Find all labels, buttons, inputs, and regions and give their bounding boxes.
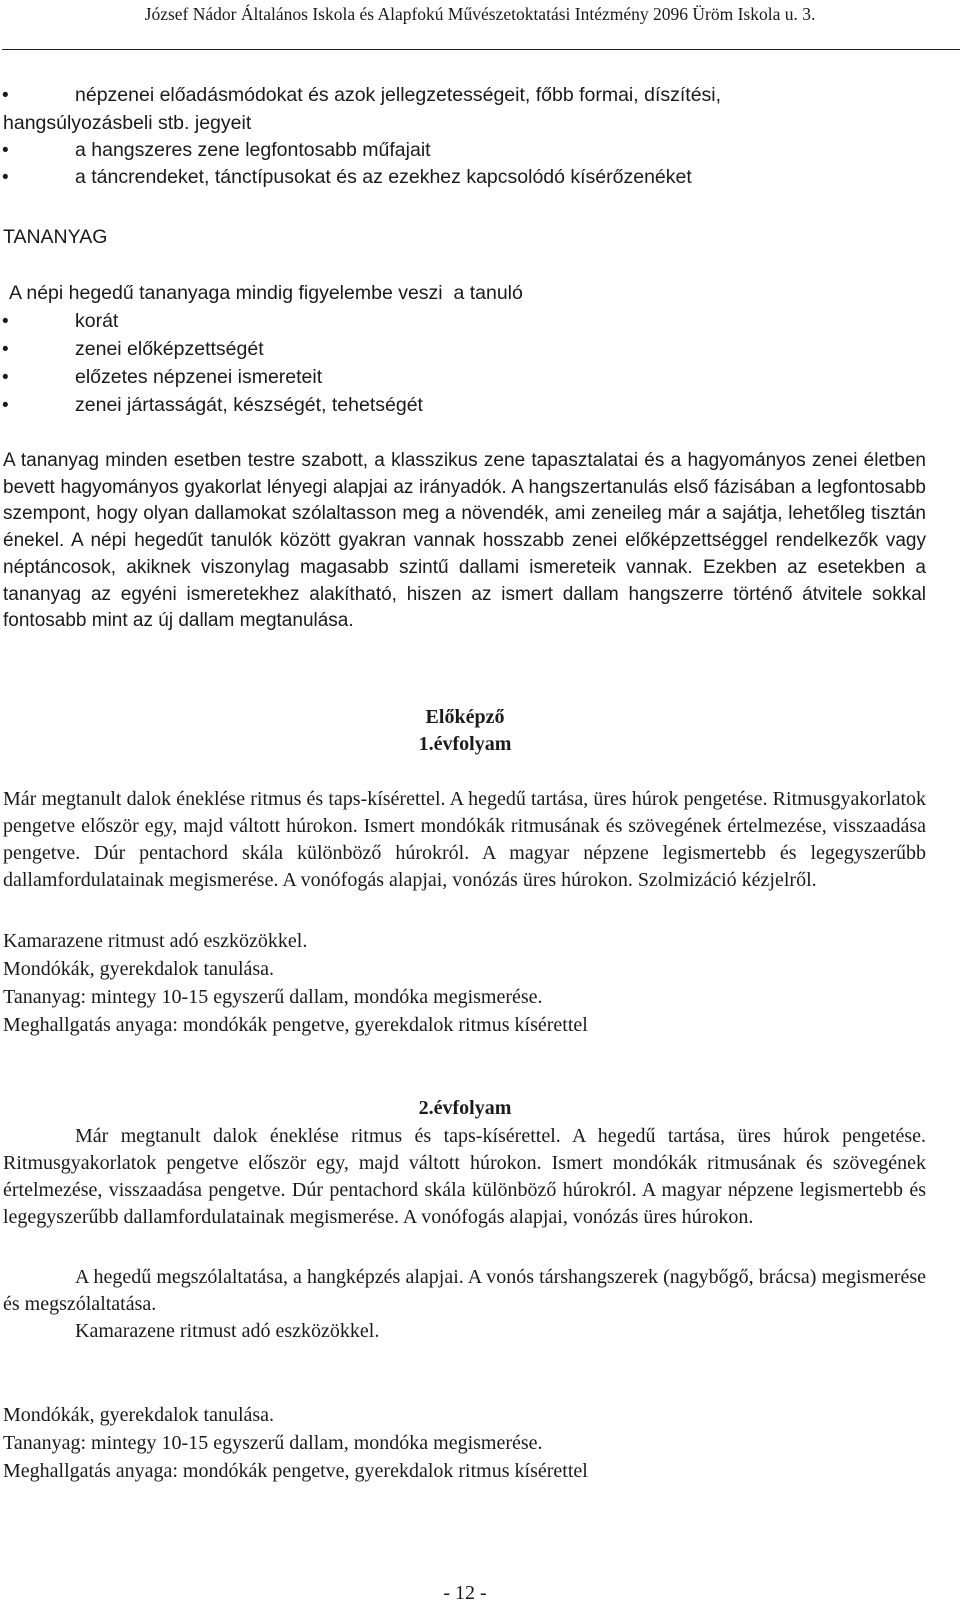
bullet-icon: • xyxy=(2,311,9,332)
bullet-icon: • xyxy=(2,167,9,188)
tananyag-lead: A népi hegedű tananyaga mindig figyelembe veszi a tanuló xyxy=(9,282,523,304)
year2-paragraph-2: A hegedű megszólaltatása, a hangképzés alapjai. A vonós társhangszerek (nagybőgő, brácsa) megismerése és megszólaltatása. xyxy=(3,1266,926,1316)
intro-bullet-2: a hangszeres zene legfontosabb műfajait xyxy=(75,139,431,161)
header-rule xyxy=(2,49,960,50)
elokepzo-line-4: Meghallgatás anyaga: mondókák pengetve, gyerekdalok ritmus kísérettel xyxy=(3,1014,588,1036)
elokepzo-title: Előképző xyxy=(425,706,505,728)
tananyag-heading: TANANYAG xyxy=(3,226,108,248)
bullet-icon: • xyxy=(2,339,9,360)
year2-paragraph-1: Már megtanult dalok éneklése ritmus és taps-kísérettel. A hegedű tartása, üres húrok pengetése. Ritmusgyakorlatok pengetve először egy, majd váltott húrokon. Ismert mondókák ritmusának és szövegének értelmezése, visszaadása pengetve. Dúr pentachord skála különböző húrokról. A magyar népzene legismertebb és legegyszerűbb dallamfordulatainak megismerése. A vonófogás alapjai, vonózás üres húrokon. xyxy=(3,1125,926,1229)
tananyag-paragraph: A tananyag minden esetben testre szabott, a klasszikus zene tapasztalatai és a hagyományos zenei életben bevett hagyományos gyakorlat lényegi alapjai az irányadók. A hangszertanulás első fázisában a legfontosabb szempont, hogy olyan dallamokat szólaltasson meg a növendék, ami zeneileg már a sajátja, lehetőleg tisztán énekel. A népi hegedűt tanulók között gyakran vannak hosszabb zenei előképzettséggel rendelkezők vagy néptáncosok, akiknek viszonylag magasabb szintű dallami ismereteik vannak. Ezekben az esetekben a tananyag az egyéni ismeretekhez alakítható, hiszen az ismert dallam hangszerre történő átvitele sokkal fontosabb mint az új dallam megtanulása. xyxy=(3,450,926,632)
bullet-icon: • xyxy=(2,395,9,416)
tananyag-bullet-2: zenei előképzettségét xyxy=(75,338,264,360)
tananyag-bullet-3: előzetes népzenei ismereteit xyxy=(75,366,323,388)
bullet-icon: • xyxy=(2,367,9,388)
year2-line-3: Meghallgatás anyaga: mondókák pengetve, gyerekdalok ritmus kísérettel xyxy=(3,1460,588,1482)
bullet-icon: • xyxy=(2,85,9,106)
year2-title: 2.évfolyam xyxy=(418,1097,512,1119)
elokepzo-line-1: Kamarazene ritmust adó eszközökkel. xyxy=(3,930,308,952)
elokepzo-year-title: 1.évfolyam xyxy=(418,733,512,755)
year2-line-2: Tananyag: mintegy 10-15 egyszerű dallam, mondóka megismerése. xyxy=(3,1432,543,1454)
page-number: - 12 - xyxy=(443,1582,487,1604)
bullet-icon: • xyxy=(2,140,9,161)
elokepzo-paragraph: Már megtanult dalok éneklése ritmus és taps-kísérettel. A hegedű tartása, üres húrok pengetése. Ritmusgyakorlatok pengetve először egy, majd váltott húrokon. Ismert mondókák ritmusának és szövegének értelmezése, visszaadása pengetve. Dúr pentachord skála különböző húrokról. A magyar népzene legismertebb és legegyszerűbb dallamfordulatainak megismerése. A vonófogás alapjai, vonózás üres húrokon. Szolmizáció kézjelről. xyxy=(3,788,926,892)
tananyag-bullet-1: korát xyxy=(75,310,119,332)
intro-bullet-1-line-1: népzenei előadásmódokat és azok jellegzetességeit, főbb formai, díszítési, xyxy=(75,84,722,106)
year2-line-1: Mondókák, gyerekdalok tanulása. xyxy=(3,1404,275,1426)
running-header: József Nádor Általános Iskola és Alapfokú Művészetoktatási Intézmény 2096 Üröm Iskola u. 3. xyxy=(144,4,816,24)
intro-bullet-1-line-2: hangsúlyozásbeli stb. jegyeit xyxy=(3,112,252,134)
year2-paragraph-3: Kamarazene ritmust adó eszközökkel. xyxy=(75,1320,380,1342)
elokepzo-line-2: Mondókák, gyerekdalok tanulása. xyxy=(3,958,275,980)
elokepzo-line-3: Tananyag: mintegy 10-15 egyszerű dallam, mondóka megismerése. xyxy=(3,986,543,1008)
intro-bullet-3: a táncrendeket, tánctípusokat és az ezekhez kapcsolódó kísérőzenéket xyxy=(75,166,692,188)
tananyag-bullet-4: zenei jártasságát, készségét, tehetségét xyxy=(75,394,423,416)
